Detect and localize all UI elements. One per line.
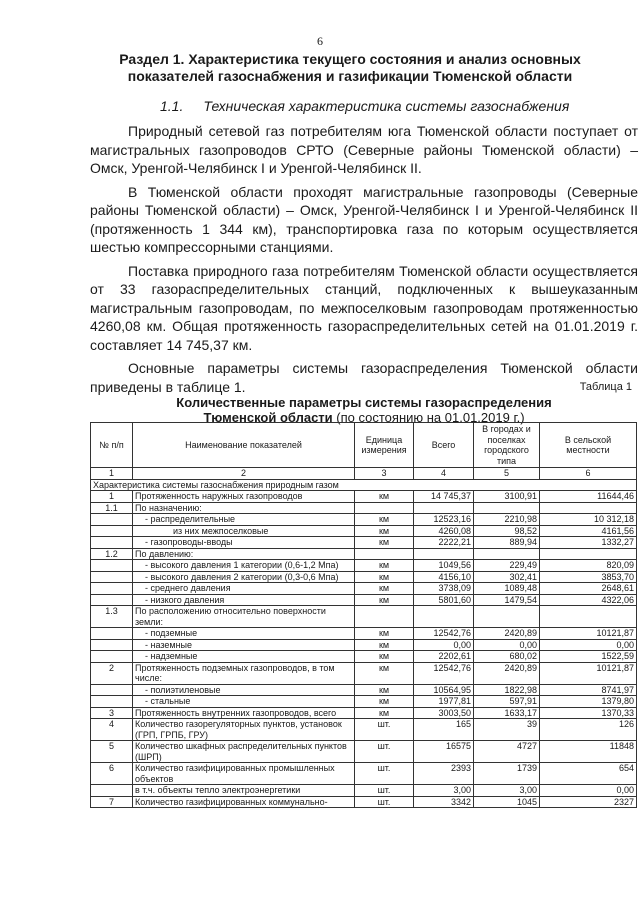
row-city: 2210,98 [474,514,540,526]
row-rural: 2648,61 [540,583,637,595]
row-number [91,639,133,651]
row-name: - подземные [133,628,355,640]
row-city: 3100,91 [474,491,540,503]
table-header-row [91,423,637,468]
row-total: 14 745,37 [414,491,474,503]
paragraph: Поставка природного газа потребителям Тюменской области осуществляется от 33 газораспределительных станций, подключенных к вышеуказанным магистральным газопроводам, по межпоселковым газопроводам протяженностью 4260,08 км. Общая протяженность газораспределительных сетей на 01.01.2019 г. составляет 14 745,37 км. [90,262,638,353]
column-number-row [91,468,637,480]
row-city [474,502,540,514]
table-row [91,796,637,808]
row-unit: шт. [355,741,414,763]
row-number [91,560,133,572]
subsection-text: Техническая характеристика системы газоснабжения [203,98,570,114]
row-total: 3,00 [414,785,474,797]
row-number: 3 [91,707,133,719]
row-city: 889,94 [474,537,540,549]
row-name: - высокого давления 1 категории (0,6-1,2 Мпа) [133,560,355,572]
row-total: 2393 [414,763,474,785]
row-total: 12542,76 [414,662,474,684]
table-row [91,785,637,797]
table-row [91,525,637,537]
row-total: 5801,60 [414,594,474,606]
row-number: 1.3 [91,606,133,628]
row-total: 3003,50 [414,707,474,719]
table-row [91,651,637,663]
row-city: 597,91 [474,696,540,708]
row-total: 3342 [414,796,474,808]
row-total: 4156,10 [414,571,474,583]
table-title-date: (по состоянию на 01.01.2019 г.) [332,410,525,425]
row-name: - низкого давления [133,594,355,606]
paragraph: Основные параметры системы газораспределения Тюменской области приведены в таблице 1. [90,360,638,395]
subsection-title [160,98,569,114]
row-rural: 0,00 [540,785,637,797]
column-number: 2 [133,468,355,480]
row-number [91,684,133,696]
row-number [91,514,133,526]
row-unit [355,502,414,514]
row-unit: км [355,696,414,708]
row-unit: км [355,628,414,640]
row-unit: шт. [355,796,414,808]
row-rural: 1332,27 [540,537,637,549]
row-rural: 4161,56 [540,525,637,537]
row-unit: км [355,571,414,583]
row-unit: км [355,684,414,696]
row-name: Количество газорегуляторных пунктов, установок (ГРП, ГРПБ, ГРУ) [133,719,355,741]
row-total [414,502,474,514]
row-city: 229,49 [474,560,540,572]
header-name: Наименование показателей [133,423,355,468]
row-name: - надземные [133,651,355,663]
table-row [91,741,637,763]
row-name: Количество газифицированных коммунально- [133,796,355,808]
table-row [91,628,637,640]
row-rural: 2327 [540,796,637,808]
row-unit: км [355,707,414,719]
row-total: 3738,09 [414,583,474,595]
row-total: 12542,76 [414,628,474,640]
row-unit: км [355,491,414,503]
row-total: 16575 [414,741,474,763]
row-rural: 654 [540,763,637,785]
column-number: 1 [91,468,133,480]
row-rural: 4322,06 [540,594,637,606]
row-total: 12523,16 [414,514,474,526]
row-number: 7 [91,796,133,808]
row-unit: км [355,662,414,684]
header-unit: Единица измерения [355,423,414,468]
row-total: 1977,81 [414,696,474,708]
table-row [91,514,637,526]
table-row [91,560,637,572]
row-name: Протяженность наружных газопроводов [133,491,355,503]
row-number: 5 [91,741,133,763]
row-city: 2420,89 [474,628,540,640]
row-rural: 8741,97 [540,684,637,696]
row-rural: 3853,70 [540,571,637,583]
row-rural [540,548,637,560]
header-number: № п/п [91,423,133,468]
table-row [91,537,637,549]
row-rural: 0,00 [540,639,637,651]
row-name: Количество шкафных распределительных пунктов (ШРП) [133,741,355,763]
row-total: 0,00 [414,639,474,651]
row-city: 1479,54 [474,594,540,606]
row-unit [355,606,414,628]
paragraph: В Тюменской области проходят магистральные газопроводы (Северные районы Тюменской области) – Омск, Уренгой-Челябинск I и Уренгой-Челябинск II (протяженность 1 344 км), транспортировка газа по которым осуществляется шестью компрессорными станциями. [90,183,638,255]
row-name: Количество газифицированных промышленных объектов [133,763,355,785]
table-title-line1: Количественные параметры системы газораспределения [176,395,552,410]
subsection-number: 1.1. [160,98,184,114]
row-number [91,594,133,606]
table-row [91,639,637,651]
row-city: 302,41 [474,571,540,583]
row-name: Протяженность подземных газопроводов, в том числе: [133,662,355,684]
table-section-row [91,479,637,491]
row-name: из них межпоселковые [133,525,355,537]
header-total: Всего [414,423,474,468]
row-rural: 1379,80 [540,696,637,708]
row-name: По расположению относительно поверхности земли: [133,606,355,628]
row-total: 10564,95 [414,684,474,696]
row-name: - полиэтиленовые [133,684,355,696]
table-row [91,571,637,583]
row-unit: км [355,594,414,606]
table-row [91,696,637,708]
table-row [91,583,637,595]
row-number [91,696,133,708]
paragraph: Природный сетевой газ потребителям юга Тюменской области поступает от магистральных газопроводов СРТО (Северные районы Тюменской области) – Омск, Уренгой-Челябинск I и Уренгой-Челябинск II. [90,123,638,176]
row-city: 3,00 [474,785,540,797]
table-row [91,662,637,684]
row-number [91,785,133,797]
row-number: 1.2 [91,548,133,560]
row-total [414,548,474,560]
body-text [90,122,638,401]
table-row [91,548,637,560]
row-rural: 10121,87 [540,662,637,684]
table-caption: Таблица 1 [579,381,632,393]
section-title-line1: Раздел 1. Характеристика текущего состояния и анализ основных [119,51,581,67]
column-number: 5 [474,468,540,480]
row-rural: 11644,46 [540,491,637,503]
row-name: Протяженность внутренних газопроводов, всего [133,707,355,719]
row-name: - распределительные [133,514,355,526]
row-number [91,583,133,595]
row-number: 4 [91,719,133,741]
row-unit: км [355,514,414,526]
row-number [91,651,133,663]
row-total: 4260,08 [414,525,474,537]
header-rural: В сельской местности [540,423,637,468]
row-number [91,628,133,640]
row-total: 2222,21 [414,537,474,549]
row-rural: 11848 [540,741,637,763]
row-number: 6 [91,763,133,785]
row-number [91,525,133,537]
row-city: 680,02 [474,651,540,663]
column-number: 3 [355,468,414,480]
table-row [91,594,637,606]
table-row [91,606,637,628]
row-rural [540,502,637,514]
section-label: Характеристика системы газоснабжения природным газом [91,479,637,491]
row-unit: км [355,639,414,651]
row-unit: шт. [355,763,414,785]
column-number: 4 [414,468,474,480]
row-name: - стальные [133,696,355,708]
row-unit: км [355,525,414,537]
row-rural: 10121,87 [540,628,637,640]
row-city: 1089,48 [474,583,540,595]
table-row [91,502,637,514]
row-unit [355,548,414,560]
table-row [91,763,637,785]
row-unit: км [355,537,414,549]
row-unit: км [355,583,414,595]
row-rural: 1522,59 [540,651,637,663]
row-city: 0,00 [474,639,540,651]
row-unit: шт. [355,719,414,741]
row-city: 98,52 [474,525,540,537]
table-row [91,719,637,741]
row-city: 1822,98 [474,684,540,696]
section-title-line2: показателей газоснабжения и газификации Тюменской области [127,68,573,84]
table-row [91,707,637,719]
row-rural: 820,09 [540,560,637,572]
row-unit: шт. [355,785,414,797]
row-rural [540,606,637,628]
row-number: 1 [91,491,133,503]
row-city: 1045 [474,796,540,808]
row-unit: км [355,651,414,663]
row-city: 39 [474,719,540,741]
row-city: 1739 [474,763,540,785]
row-unit: км [355,560,414,572]
row-number: 2 [91,662,133,684]
row-rural: 126 [540,719,637,741]
row-number [91,571,133,583]
parameters-table [90,422,637,808]
row-city [474,548,540,560]
row-total: 1049,56 [414,560,474,572]
column-number: 6 [540,468,637,480]
row-number [91,537,133,549]
row-name: - высокого давления 2 категории (0,3-0,6 Мпа) [133,571,355,583]
row-number: 1.1 [91,502,133,514]
row-city: 1633,17 [474,707,540,719]
table-row [91,684,637,696]
row-name: - среднего давления [133,583,355,595]
row-total: 165 [414,719,474,741]
row-total: 2202,61 [414,651,474,663]
page-number: 6 [317,34,323,48]
row-name: - газопроводы-вводы [133,537,355,549]
row-name: в т.ч. объекты тепло электроэнергетики [133,785,355,797]
table-title [90,395,638,425]
row-rural: 10 312,18 [540,514,637,526]
table-row [91,491,637,503]
row-city [474,606,540,628]
row-name: По давлению: [133,548,355,560]
row-name: По назначению: [133,502,355,514]
row-rural: 1370,33 [540,707,637,719]
header-city: В городах и поселках городского типа [474,423,540,468]
row-total [414,606,474,628]
table-title-region: Тюменской области [203,410,333,425]
section-title [100,51,600,85]
row-city: 4727 [474,741,540,763]
row-name: - наземные [133,639,355,651]
row-city: 2420,89 [474,662,540,684]
